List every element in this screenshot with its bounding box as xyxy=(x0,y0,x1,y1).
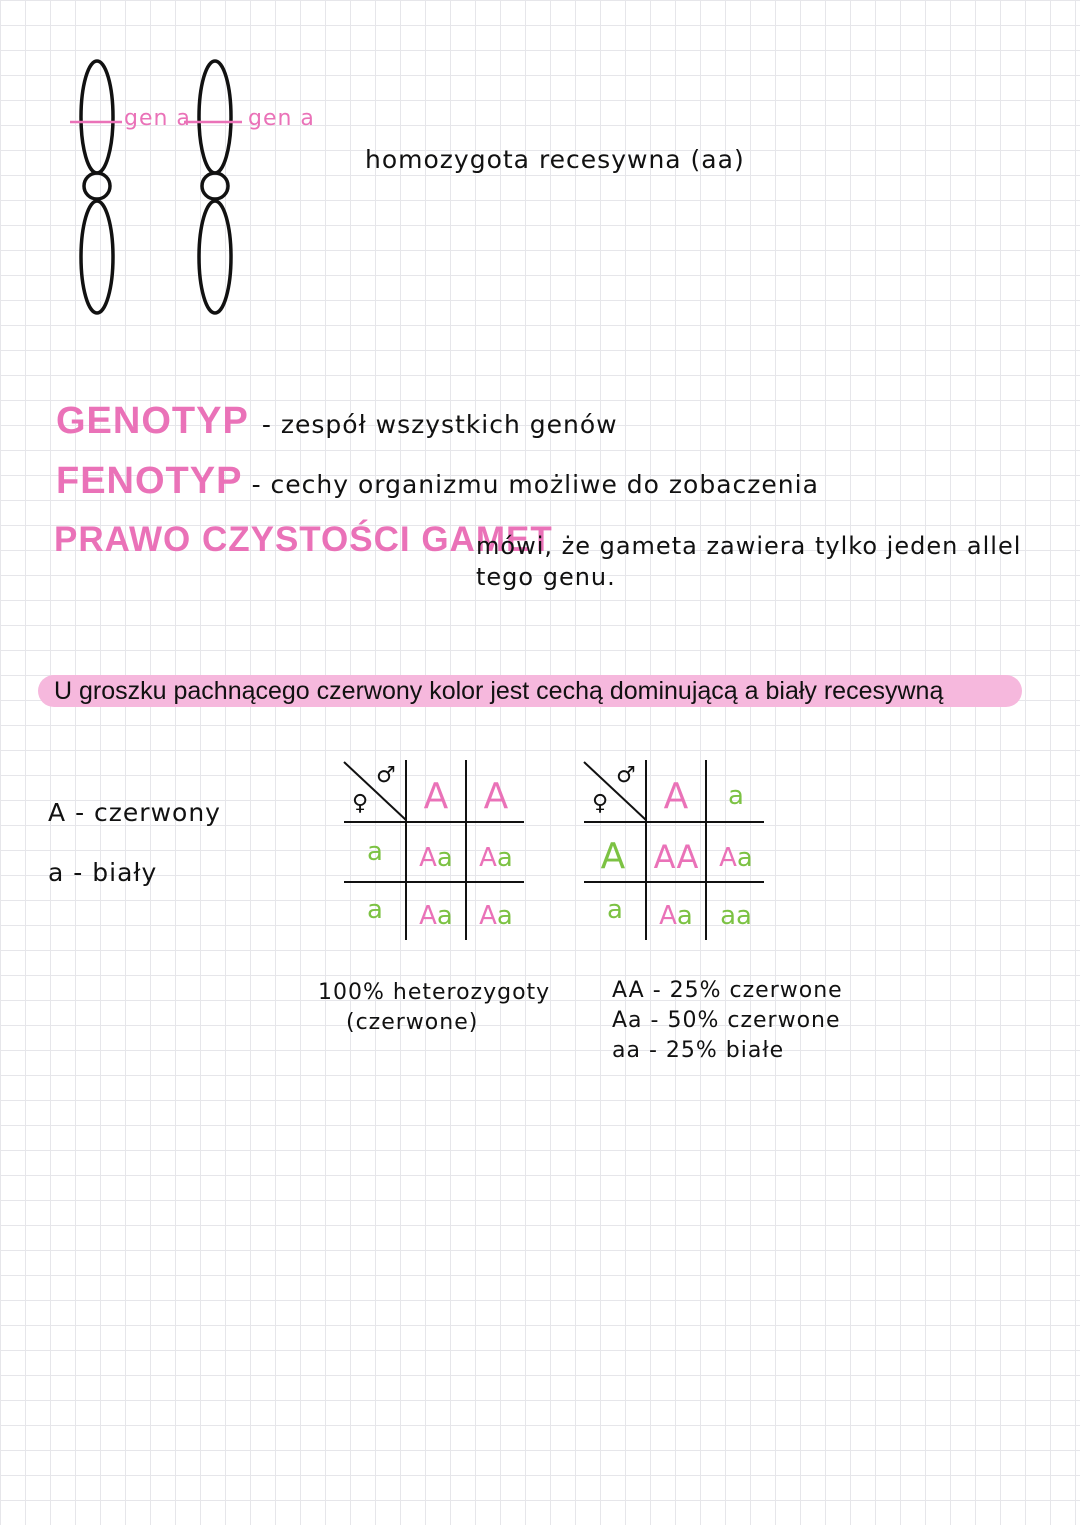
description-gamete-purity-line2: tego genu. xyxy=(476,563,616,591)
cell-2-1: Aa xyxy=(419,901,453,931)
header-col-2: a xyxy=(728,781,744,811)
legend-recessive-symbol: a xyxy=(48,858,65,887)
header-col-1: A xyxy=(423,776,449,817)
chromosome-drawing xyxy=(60,55,340,320)
gene-label-left: gen a xyxy=(124,106,191,131)
description-genotype: - zespół wszystkich genów xyxy=(261,410,618,439)
definition-phenotype xyxy=(56,460,819,503)
male-symbol: ♂ xyxy=(616,763,636,788)
legend-dominant-separator: - xyxy=(75,798,86,827)
male-symbol: ♂ xyxy=(376,763,396,788)
cell-1-2: Aa xyxy=(719,843,753,873)
cell-2-1: Aa xyxy=(659,901,693,931)
header-col-1: A xyxy=(663,776,689,817)
punnett-square-1 xyxy=(340,758,530,943)
header-row-2: a xyxy=(607,895,623,925)
cell-2-2: aa xyxy=(720,901,752,931)
result-1-line-1: 100% heterozygoty xyxy=(318,980,551,1005)
description-phenotype: - cechy organizmu możliwe do zobaczenia xyxy=(251,470,819,499)
chromosome-left xyxy=(81,61,113,313)
legend-dominant-symbol: A xyxy=(48,798,67,827)
result-2-line-1: AA - 25% czerwone xyxy=(612,978,843,1003)
chromosome-right xyxy=(199,61,231,313)
definition-genotype xyxy=(56,400,618,443)
legend-recessive xyxy=(48,858,157,887)
term-phenotype: FENOTYP xyxy=(56,460,243,502)
legend-recessive-meaning: biały xyxy=(92,858,158,887)
result-1-line-2: (czerwone) xyxy=(346,1010,479,1035)
legend-dominant-meaning: czerwony xyxy=(94,798,221,827)
header-row-1: a xyxy=(367,837,383,867)
female-symbol: ♀ xyxy=(351,791,369,816)
highlight-sentence: U groszku pachnącego czerwony kolor jest cechą dominującą a biały recesywną xyxy=(54,677,944,705)
term-genotype: GENOTYP xyxy=(56,400,249,442)
legend-recessive-separator: - xyxy=(73,858,84,887)
gene-label-right: gen a xyxy=(248,106,315,131)
punnett-square-2 xyxy=(580,758,770,943)
result-2-line-3: aa - 25% białe xyxy=(612,1038,785,1063)
female-symbol: ♀ xyxy=(591,791,609,816)
homozygote-caption: homozygota recesywna (aa) xyxy=(365,145,745,174)
result-2-line-2: Aa - 50% czerwone xyxy=(612,1008,841,1033)
header-col-2: A xyxy=(483,776,509,817)
cell-2-2: Aa xyxy=(479,901,513,931)
cell-1-2: Aa xyxy=(479,843,513,873)
cell-1-1: Aa xyxy=(419,843,453,873)
term-gamete-purity: PRAWO CZYSTOŚCI GAMET xyxy=(54,520,553,559)
header-row-1: A xyxy=(600,836,626,877)
header-row-2: a xyxy=(367,895,383,925)
cell-1-1: AA xyxy=(653,838,699,876)
description-gamete-purity-line1: mówi, że gameta zawiera tylko jeden allel xyxy=(476,532,1022,560)
legend-dominant xyxy=(48,798,221,827)
